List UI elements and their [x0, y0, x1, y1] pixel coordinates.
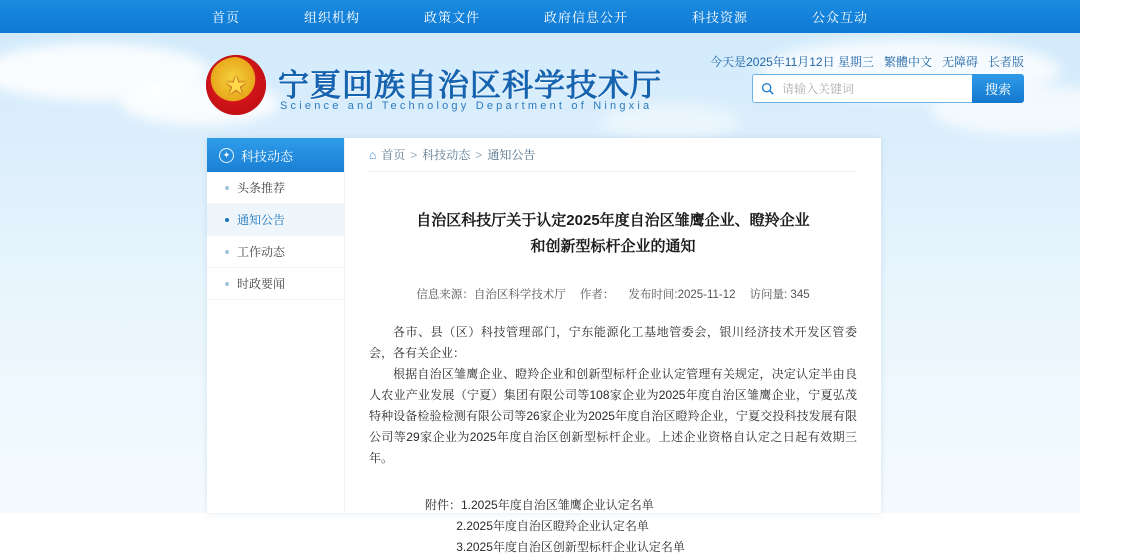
breadcrumb-home[interactable]: 首页 — [381, 148, 406, 162]
bullet-icon — [225, 282, 229, 286]
home-icon: ⌂ — [369, 147, 377, 162]
elder-mode-link[interactable]: 长者版 — [987, 55, 1024, 69]
breadcrumb-level2[interactable]: 科技动态 — [422, 148, 471, 162]
site-search — [752, 74, 1024, 103]
sidebar-header — [207, 138, 344, 172]
search-button[interactable]: 搜索 — [972, 74, 1024, 103]
utility-bar — [710, 53, 1024, 70]
accessibility-link[interactable]: 无障碍 — [941, 55, 978, 69]
search-input-wrapper[interactable] — [752, 74, 972, 103]
search-icon — [761, 82, 774, 95]
sidebar — [207, 138, 345, 513]
article-title-line2: 和创新型标杆企业的通知 — [530, 238, 696, 255]
nav-item-public-interaction[interactable]: 公众互动 — [812, 10, 869, 25]
attachment-item[interactable]: 3.2025年度自治区创新型标杆企业认定名单 — [456, 540, 685, 554]
nav-item-government-info-disclosure[interactable]: 政府信息公开 — [544, 10, 629, 25]
article-attachments — [369, 495, 857, 558]
sidebar-item-label: 时政要闻 — [237, 277, 286, 291]
breadcrumb — [369, 138, 857, 172]
attachment-item[interactable]: 2.2025年度自治区瞪羚企业认定名单 — [456, 519, 649, 533]
lang-traditional-chinese-link[interactable]: 繁體中文 — [883, 55, 932, 69]
bullet-icon — [225, 218, 229, 222]
top-navigation — [0, 0, 1080, 33]
breadcrumb-level3[interactable]: 通知公告 — [487, 148, 536, 162]
site-title: 宁夏回族自治区科学技术厅 — [278, 68, 662, 103]
nav-item-policy-documents[interactable]: 政策文件 — [423, 10, 480, 25]
article-source: 信息来源：自治区科学技术厅 — [416, 289, 566, 301]
article-paragraph: 各市、县（区）科技管理部门，宁东能源化工基地管委会，银川经济技术开发区管委会，各有关企业： — [369, 325, 857, 360]
sidebar-title: 科技动态 — [241, 148, 294, 164]
sidebar-item-label: 头条推荐 — [237, 181, 286, 195]
article-title-line1: 自治区科技厅关于认定2025年度自治区雏鹰企业、瞪羚企业 — [416, 212, 810, 229]
bullet-icon — [225, 186, 229, 190]
breadcrumb-separator: > — [410, 147, 418, 162]
article-meta — [369, 286, 857, 302]
article-views: 访问量: 345 — [749, 289, 810, 301]
nav-item-home[interactable]: 首页 — [211, 10, 240, 25]
sidebar-item-label: 工作动态 — [237, 245, 286, 259]
sidebar-item-label: 通知公告 — [237, 213, 286, 227]
sidebar-item-current-affairs[interactable] — [207, 268, 344, 300]
national-emblem-icon — [206, 55, 266, 115]
site-subtitle: Science and Technology Department of Ningxia — [280, 100, 653, 112]
sidebar-item-work-updates[interactable] — [207, 236, 344, 268]
main-panel — [345, 138, 881, 554]
attachment-item[interactable]: 附件：1.2025年度自治区雏鹰企业认定名单 — [425, 498, 654, 512]
current-date-text: 今天是2025年11月12日 星期三 — [710, 55, 874, 69]
breadcrumb-separator: > — [475, 147, 483, 162]
article-title — [389, 208, 838, 260]
bullet-icon — [225, 250, 229, 254]
search-input[interactable] — [780, 81, 964, 97]
sidebar-item-headline-recommend[interactable] — [207, 172, 344, 204]
article-publish-time: 发布时间:2025-11-12 — [628, 289, 736, 301]
article-body — [369, 322, 857, 469]
nav-item-organization[interactable]: 组织机构 — [303, 10, 360, 25]
sidebar-item-notice-announcement[interactable] — [207, 204, 344, 236]
compass-icon: ✦ — [219, 148, 234, 163]
nav-item-tech-resources[interactable]: 科技资源 — [692, 10, 749, 25]
content-card — [207, 138, 881, 554]
article-author: 作者： — [579, 289, 615, 301]
article-paragraph: 根据自治区雏鹰企业、瞪羚企业和创新型标杆企业认定管理有关规定，决定认定半由良人农业产业发展（宁夏）集团有限公司等108家企业为2025年度自治区雏鹰企业，宁夏弘茂特种设备检验检测有限公司等26家企业为2025年度自治区瞪羚企业，宁夏交投科技发展有限公司等29家企业为2025年度自治区创新型标杆企业。上述企业资格自认定之日起有效期三年。 — [369, 367, 857, 465]
